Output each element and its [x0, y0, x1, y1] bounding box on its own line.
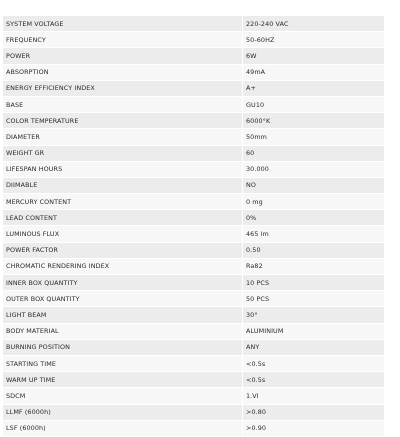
spec-label: DIIMABLE	[3, 177, 243, 193]
spec-value: ANY	[243, 339, 385, 355]
spec-value: >0.80	[243, 404, 385, 420]
spec-value: <0.5s	[243, 372, 385, 388]
spec-value: 465 lm	[243, 226, 385, 242]
spec-label: MERCURY CONTENT	[3, 194, 243, 210]
table-row	[3, 291, 385, 307]
table-row	[3, 275, 385, 291]
spec-value: 30°	[243, 307, 385, 323]
spec-label: LSF (6000h)	[3, 420, 243, 436]
spec-value: NO	[243, 177, 385, 193]
spec-label: LIFESPAN HOURS	[3, 161, 243, 177]
spec-label: INNER BOX QUANTITY	[3, 275, 243, 291]
spec-table-body	[3, 16, 385, 437]
spec-label: SYSTEM VOLTAGE	[3, 16, 243, 32]
table-row	[3, 372, 385, 388]
spec-label: BASE	[3, 96, 243, 112]
table-row	[3, 404, 385, 420]
spec-value: >0.90	[243, 420, 385, 436]
spec-value: 6000°K	[243, 113, 385, 129]
table-row	[3, 258, 385, 274]
spec-label: OUTER BOX QUANTITY	[3, 291, 243, 307]
spec-label: FREQUENCY	[3, 32, 243, 48]
spec-value: 220-240 VAC	[243, 16, 385, 32]
spec-label: BODY MATERIAL	[3, 323, 243, 339]
table-row	[3, 113, 385, 129]
spec-label: DIAMETER	[3, 129, 243, 145]
spec-value: A+	[243, 80, 385, 96]
table-row	[3, 339, 385, 355]
spec-label: LIGHT BEAM	[3, 307, 243, 323]
spec-label: COLOR TEMPERATURE	[3, 113, 243, 129]
spec-label: CHROMATIC RENDERING INDEX	[3, 258, 243, 274]
spec-value: 6W	[243, 48, 385, 64]
spec-label: LUMINOUS FLUX	[3, 226, 243, 242]
spec-value: 0%	[243, 210, 385, 226]
table-row	[3, 194, 385, 210]
spec-value: ALUMINIUM	[243, 323, 385, 339]
spec-label: POWER FACTOR	[3, 242, 243, 258]
spec-value: 0.50	[243, 242, 385, 258]
spec-label: WARM UP TIME	[3, 372, 243, 388]
table-row	[3, 210, 385, 226]
table-row	[3, 145, 385, 161]
table-row	[3, 161, 385, 177]
table-row	[3, 96, 385, 112]
table-row	[3, 32, 385, 48]
table-row	[3, 388, 385, 404]
spec-label: LEAD CONTENT	[3, 210, 243, 226]
table-row	[3, 64, 385, 80]
spec-label: SDCM	[3, 388, 243, 404]
spec-label: BURNING POSITION	[3, 339, 243, 355]
spec-value: 10 PCS	[243, 275, 385, 291]
table-row	[3, 129, 385, 145]
spec-value: 49mA	[243, 64, 385, 80]
spec-label: POWER	[3, 48, 243, 64]
spec-value: 1.VI	[243, 388, 385, 404]
spec-label: WEIGHT GR	[3, 145, 243, 161]
spec-label: ENERGY EFFICIENCY INDEX	[3, 80, 243, 96]
table-row	[3, 420, 385, 436]
table-row	[3, 80, 385, 96]
spec-label: ABSORPTION	[3, 64, 243, 80]
spec-value: 50mm	[243, 129, 385, 145]
table-row	[3, 16, 385, 32]
spec-label: LLMF (6000h)	[3, 404, 243, 420]
spec-value: 60	[243, 145, 385, 161]
spec-value: Ra82	[243, 258, 385, 274]
table-row	[3, 242, 385, 258]
table-row	[3, 177, 385, 193]
spec-value: 50 PCS	[243, 291, 385, 307]
spec-value: 0 mg	[243, 194, 385, 210]
spec-value: GU10	[243, 96, 385, 112]
spec-table	[2, 15, 385, 437]
spec-value: 50-60HZ	[243, 32, 385, 48]
table-row	[3, 355, 385, 371]
table-row	[3, 307, 385, 323]
table-row	[3, 48, 385, 64]
spec-value: <0.5s	[243, 355, 385, 371]
table-row	[3, 323, 385, 339]
spec-value: 30.000	[243, 161, 385, 177]
table-row	[3, 226, 385, 242]
spec-label: STARTING TIME	[3, 355, 243, 371]
